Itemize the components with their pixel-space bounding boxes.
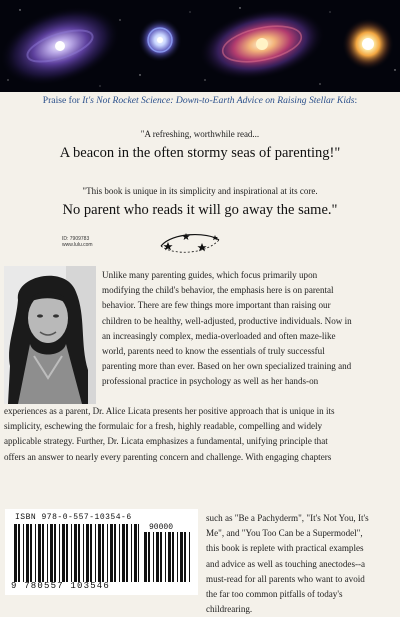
barcode-bar — [102, 524, 104, 582]
barcode-bar — [138, 524, 139, 582]
description-line: and advice as well as touching anectodes--a — [206, 558, 366, 569]
barcode-bar — [90, 524, 92, 582]
description-line: professional practice in psychology as well as her hands-on — [102, 376, 319, 387]
praise-heading — [0, 95, 400, 106]
price-code: 90000 — [149, 523, 174, 532]
galaxy-banner — [0, 0, 400, 92]
description-line: this book is replete with practical examples — [206, 543, 364, 554]
description-line: world, parents need to know the essentials of truly successful — [102, 346, 325, 357]
description-full-width — [4, 404, 395, 465]
barcode-bar — [131, 524, 132, 582]
author-photo — [4, 266, 96, 404]
description-line: simplicity, eschewing the formulaic for a fresh, highly readable, compelling and widely — [4, 421, 323, 432]
barcode-bar — [74, 524, 77, 582]
galaxy-banner-art — [0, 0, 400, 92]
barcode-bar — [168, 532, 171, 582]
review-quote-1: A beacon in the often stormy seas of parenting!" — [59, 145, 341, 161]
description-line: must-read for all parents who want to avoid — [206, 573, 365, 584]
price-barcode-bars — [144, 532, 192, 582]
description-wrapped — [102, 268, 395, 390]
barcode-bar — [189, 532, 190, 582]
barcode-bar — [14, 524, 17, 582]
nebula-image — [138, 18, 182, 62]
barcode-bar — [119, 524, 120, 582]
description-line: an increasingly complex, media-overloaded and often maze-like — [102, 330, 336, 341]
barcode-bar — [98, 524, 101, 582]
barcode-bar — [38, 524, 41, 582]
barcode-bar — [153, 532, 154, 582]
barcode-bar — [126, 524, 128, 582]
barcode-bar — [18, 524, 20, 582]
barcode-bar — [114, 524, 116, 582]
description-narrow — [206, 511, 395, 617]
globular-cluster-image — [342, 18, 394, 70]
barcode-bar — [50, 524, 53, 582]
description-line: behavior. There are few things more important than raising our — [102, 300, 331, 311]
ean-barcode-bars — [14, 524, 139, 582]
barcode-bar — [134, 524, 137, 582]
description-line: such as "Be a Pachyderm", "It's Not You, It's — [206, 513, 369, 523]
description-line: experiences as a parent, Dr. Alice Licata presents her positive approach that is unique in its — [4, 406, 335, 416]
barcode-bar — [86, 524, 89, 582]
star-orbit-icon — [158, 228, 222, 256]
barcode-bar — [95, 524, 96, 582]
review-intro-1: "A refreshing, worthwhile read... — [140, 129, 260, 139]
book-title: It's Not Rocket Science: Down-to-Earth Advice on Raising Stellar Kids — [82, 95, 355, 106]
description-line: Me", and "You Too Can be a Supermodel", — [206, 528, 363, 539]
barcode-bar — [180, 532, 183, 582]
barcode-bar — [59, 524, 60, 582]
barcode-bar — [165, 532, 166, 582]
barcode-bar — [54, 524, 56, 582]
barcode-bar — [66, 524, 68, 582]
barcode-bar — [122, 524, 125, 582]
barcode-bar — [30, 524, 32, 582]
review-quote-2: No parent who reads it will go away the same." — [62, 202, 338, 218]
description-line: children to be healthy, well-adjusted, productive individuals. Now in — [102, 315, 352, 326]
barcode-bar — [156, 532, 159, 582]
review-intro-2: "This book is unique in its simplicity and inspirational at its core. — [82, 186, 318, 196]
star-orbit-logo — [158, 228, 222, 261]
description-line: applicable strategy. Further, Dr. Licata emphasizes a fundamental, unifying principle that — [4, 436, 328, 447]
barcode-bar — [107, 524, 108, 582]
barcode-bar — [172, 532, 174, 582]
author-portrait — [4, 266, 96, 404]
description-line: the far too common pitfalls of today's — [206, 589, 343, 600]
ean-digits: 9 780557 103546 — [11, 581, 111, 591]
lulu-site: www.lulu.com — [62, 242, 93, 248]
barcode-bar — [71, 524, 72, 582]
description-line: modifying the child's behavior, the emphasis here is on parental — [102, 285, 334, 296]
barcode-bar — [26, 524, 29, 582]
barcode-bar — [83, 524, 84, 582]
praise-suffix: : — [354, 95, 358, 106]
praise-prefix: Praise for — [42, 95, 83, 106]
barcode-bar — [62, 524, 65, 582]
barcode-bar — [47, 524, 48, 582]
barcode-bar — [148, 532, 150, 582]
lulu-id: ID: 7909783 — [62, 236, 90, 242]
description-line: childrearing. — [206, 604, 253, 615]
description-line: parenting more than ever. Based on her own specialized training and — [102, 361, 352, 372]
barcode-bar — [144, 532, 147, 582]
barcode-bar — [160, 532, 162, 582]
lulu-id-block — [62, 236, 93, 248]
barcode-bar — [177, 532, 178, 582]
isbn-barcode — [5, 509, 198, 595]
barcode-bar — [35, 524, 36, 582]
barcode-bar — [78, 524, 80, 582]
barcode-bar — [23, 524, 24, 582]
barcode-bar — [184, 532, 186, 582]
barcode-bar — [42, 524, 44, 582]
isbn-number: ISBN 978-0-557-10354-6 — [15, 513, 132, 522]
description-line: Unlike many parenting guides, which focus primarily upon — [102, 270, 318, 280]
description-line: offers an answer to nearly every parenting concern and challenge. With engaging chapters — [4, 451, 332, 462]
barcode-bar — [110, 524, 113, 582]
